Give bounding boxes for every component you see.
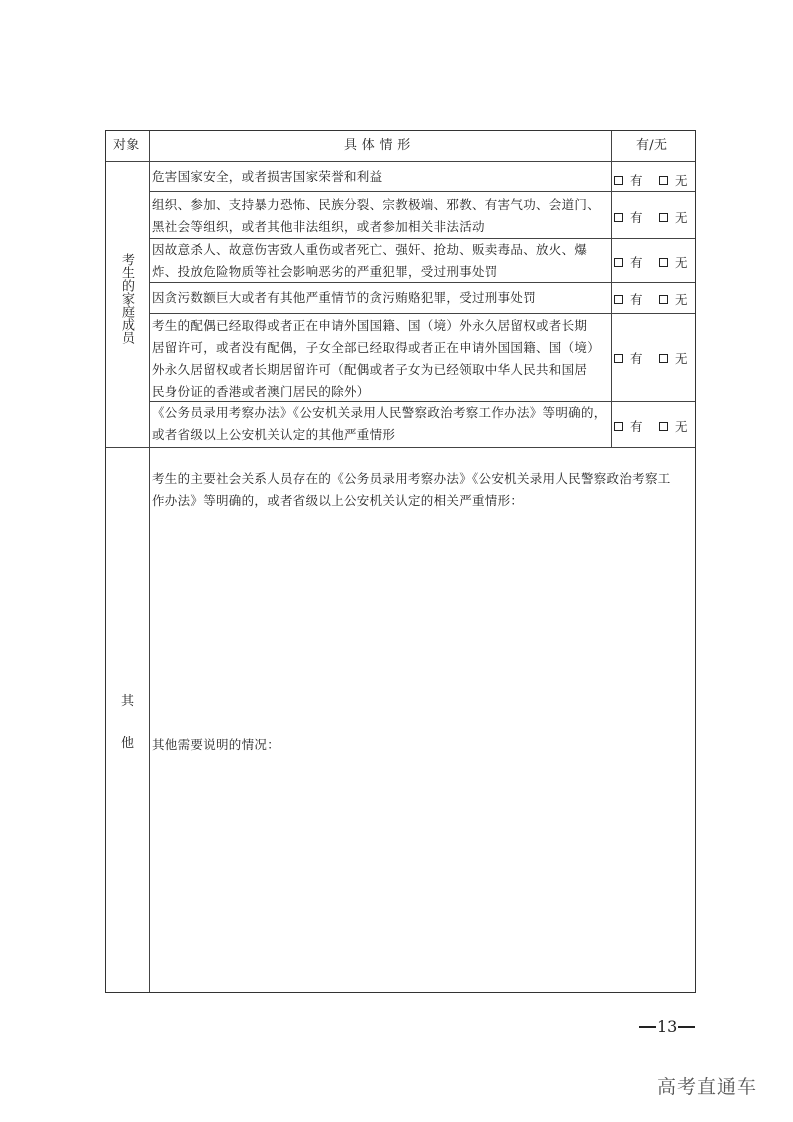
row-4-yes-checkbox[interactable] [614,290,643,308]
family-row-6-text: 《公务员录用考察办法》《公安机关录用人民警察政治考察工作办法》等明确的， 或者省级以上公安机关认定的其他严重情形 [152,405,607,442]
family-row-4-text: 因贪污数额巨大或者有其他严重情节的贪污贿赂犯罪，受过刑事处罚 [152,290,537,305]
header-subject: 对象 [113,138,140,153]
other-label-1: 其 [121,694,135,709]
checkbox-icon [659,295,668,304]
option-yes-label: 有 [630,292,643,307]
row-3-yes-checkbox[interactable] [614,253,643,271]
header-yes-no: 有/无 [636,138,668,153]
family-row-1-text: 危害国家安全，或者损害国家荣誉和利益 [152,169,383,184]
family-members-label: 考生的家庭成员 [119,253,134,344]
option-yes-label: 有 [630,351,643,366]
row-5-yes-checkbox[interactable] [614,349,643,367]
rule-yesno-col [611,131,612,447]
option-yes-label: 有 [630,419,643,434]
checkbox-icon [614,176,623,185]
rule-row4 [149,313,695,314]
option-yes-label: 有 [630,173,643,188]
row-1-no-checkbox[interactable] [659,171,688,189]
family-row-5-text: 考生的配偶已经取得或者正在申请外国国籍、国（境）外永久居留权或者长期 居留许可，或者没有配偶，子女全部已经取得或者正在申请外国国籍、国（境） 外永久居留权或者长期居留许可（配偶或者子女为已经领取中华人民共和国居 民身份证的香港或者澳门居民的除外） [152,318,601,399]
row-2-no-checkbox[interactable] [659,208,688,226]
header-situation: 具 体 情 形 [344,138,411,153]
option-no-label: 无 [675,419,688,434]
row-1-yes-checkbox[interactable] [614,171,643,189]
checkbox-icon [614,258,623,267]
checkbox-icon [659,176,668,185]
rule-subject-col [149,131,150,992]
option-yes-label: 有 [630,210,643,225]
family-row-2-text: 组织、参加、支持暴力恐怖、民族分裂、宗教极端、邪教、有害气功、会道门、 黑社会等组织，或者其他非法组织，或者参加相关非法活动 [152,197,601,234]
other-explain-label: 其他需要说明的情况： [152,737,281,752]
row-6-yes-checkbox[interactable] [614,417,643,435]
checkbox-icon [614,422,623,431]
vetting-table [105,130,696,993]
other-relations-text: 考生的主要社会关系人员存在的《公务员录用考察办法》《公安机关录用人民警察政治考察工 作办法》等明确的，或者省级以上公安机关认定的相关严重情形： [152,471,671,508]
row-2-yes-checkbox[interactable] [614,208,643,226]
rule-family-end [106,447,695,448]
checkbox-icon [659,354,668,363]
rule-header [106,161,695,162]
checkbox-icon [659,422,668,431]
family-row-3-text: 因故意杀人、故意伤害致人重伤或者死亡、强奸、抢劫、贩卖毒品、放火、爆 炸、投放危险物质等社会影响恶劣的严重犯罪，受过刑事处罚 [152,242,588,279]
option-yes-label: 有 [630,255,643,270]
option-no-label: 无 [675,173,688,188]
watermark: 高考直通车 [657,1076,758,1098]
row-3-no-checkbox[interactable] [659,253,688,271]
checkbox-icon [614,295,623,304]
rule-row1 [149,191,695,192]
checkbox-icon [659,258,668,267]
checkbox-icon [614,354,623,363]
row-5-no-checkbox[interactable] [659,349,688,367]
checkbox-icon [614,213,623,222]
option-no-label: 无 [675,255,688,270]
row-4-no-checkbox[interactable] [659,290,688,308]
option-no-label: 无 [675,210,688,225]
option-no-label: 无 [675,351,688,366]
checkbox-icon [659,213,668,222]
page-number: 13 [638,1017,696,1036]
row-6-no-checkbox[interactable] [659,417,688,435]
other-label-2: 他 [121,736,135,751]
option-no-label: 无 [675,292,688,307]
